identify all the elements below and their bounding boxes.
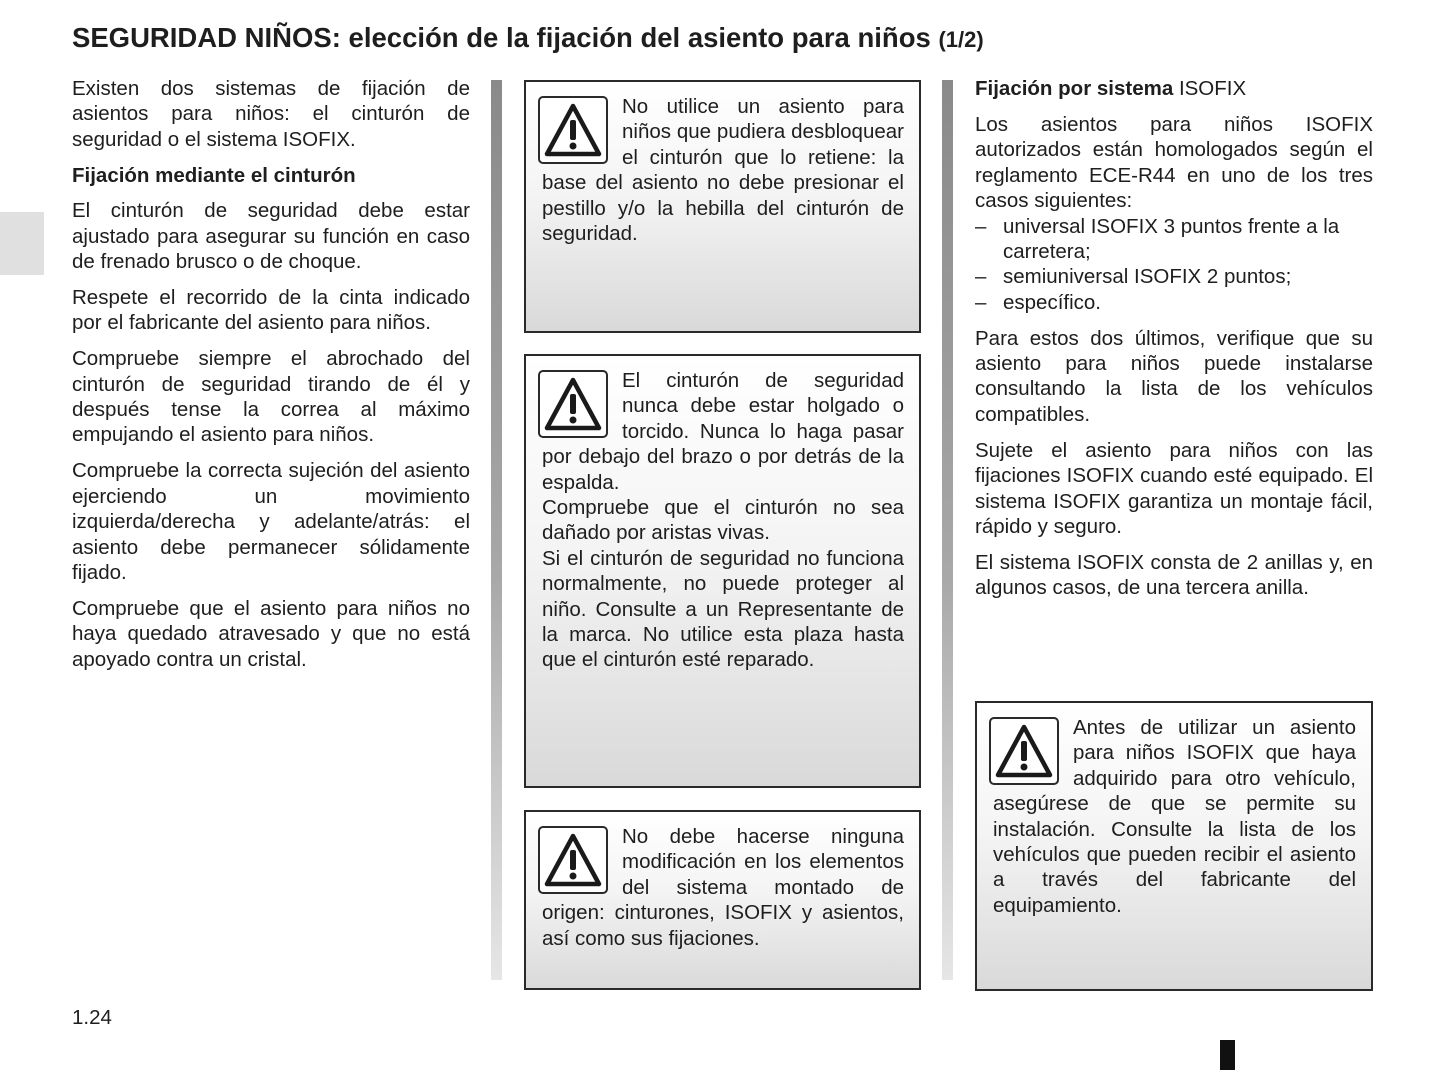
warning-text: Antes de utilizar un asiento para niños ISOFIX que haya adquirido para otro vehículo, asegúrese de que se permite su instalación. Consulte la lista de los vehículos que pueden recibir el asiento a través del fabricante del equipamiento. <box>993 716 1356 917</box>
page-number: 1.24 <box>72 1006 112 1029</box>
isofix-heading-bold: Fijación por sistema <box>975 77 1174 100</box>
page-edge-mark <box>1220 1040 1235 1070</box>
paragraph: Compruebe siempre el abrochado del cinturón de seguridad tirando de él y después tense la correa al máximo empujando el asiento para niños. <box>72 347 470 447</box>
column-separator <box>942 80 953 980</box>
warning-box <box>524 80 921 333</box>
intro-paragraph: Existen dos sistemas de fijación de asientos para niños: el cinturón de seguridad o el sistema ISOFIX. <box>72 77 470 151</box>
column-belt-fixation <box>72 76 470 683</box>
belt-fixation-heading: Fijación mediante el cinturón <box>72 163 356 187</box>
isofix-intro: Los asientos para niños ISOFIX autorizados están homologados según el reglamento ECE-R44 en uno de los tres casos siguientes: <box>975 112 1373 213</box>
paragraph: Compruebe que el asiento para niños no haya quedado atravesado y que no está apoyado contra un cristal. <box>72 596 470 671</box>
warning-triangle-icon <box>538 826 608 894</box>
isofix-heading-normal: ISOFIX <box>1178 77 1247 100</box>
paragraph: Compruebe la correcta sujeción del asiento ejerciendo un movimiento izquierda/derecha y adelante/atrás: el asiento debe permanecer sólidamente fijado. <box>72 459 470 584</box>
page-title <box>72 22 984 54</box>
paragraph: El cinturón de seguridad debe estar ajustado para asegurar su función en caso de frenado brusco o de choque. <box>72 199 470 273</box>
column-separator <box>491 80 502 980</box>
warning-box <box>524 810 921 990</box>
paragraph: Sujete el asiento para niños con las fijaciones ISOFIX cuando esté equipado. El sistema ISOFIX garantiza un montaje fácil, rápido y seguro. <box>975 438 1373 538</box>
warning-box <box>975 701 1373 991</box>
section-tab-marker <box>0 212 44 275</box>
warning-triangle-icon <box>538 370 608 438</box>
warning-triangle-icon <box>989 717 1059 785</box>
warning-text: El cinturón de seguridad nunca debe estar holgado o torcido. Nunca lo haga pasar por debajo del brazo o por detrás de la espalda. <box>542 369 904 494</box>
list-item: – semiuniversal ISOFIX 2 puntos; <box>975 264 1373 289</box>
warning-box <box>524 354 921 788</box>
paragraph: El sistema ISOFIX consta de 2 anillas y, en algunos casos, de una tercera anilla. <box>975 550 1373 600</box>
warning-text: Si el cinturón de seguridad no funciona normalmente, no puede proteger al niño. Consulte a un Representante de la marca. No utilice esta plaza hasta que el cinturón esté reparado. <box>542 546 904 672</box>
list-item: – específico. <box>975 290 1373 315</box>
isofix-types-list <box>975 214 1373 316</box>
warning-triangle-icon <box>538 96 608 164</box>
isofix-heading <box>975 76 1373 101</box>
warning-text: No utilice un asiento para niños que pudiera desbloquear el cinturón que lo retiene: la base del asiento no debe presionar el pestillo y/o la hebilla del cinturón de seguridad. <box>542 95 904 246</box>
title-part-indicator: (1/2) <box>938 27 984 52</box>
warning-text: Compruebe que el cinturón no sea dañado por aristas vivas. <box>542 496 904 545</box>
paragraph: Para estos dos últimos, verifique que su asiento para niños puede instalarse consultando la lista de los vehículos compatibles. <box>975 326 1373 426</box>
paragraph: Respete el recorrido de la cinta indicado por el fabricante del asiento para niños. <box>72 285 470 335</box>
column-isofix <box>975 76 1373 611</box>
list-item: – universal ISOFIX 3 puntos frente a la carretera; <box>975 214 1373 265</box>
warning-text: No debe hacerse ninguna modificación en los elementos del sistema montado de origen: cinturones, ISOFIX y asientos, así como sus fijaciones. <box>542 825 904 950</box>
title-text: SEGURIDAD NIÑOS: elección de la fijación del asiento para niños <box>72 22 931 53</box>
